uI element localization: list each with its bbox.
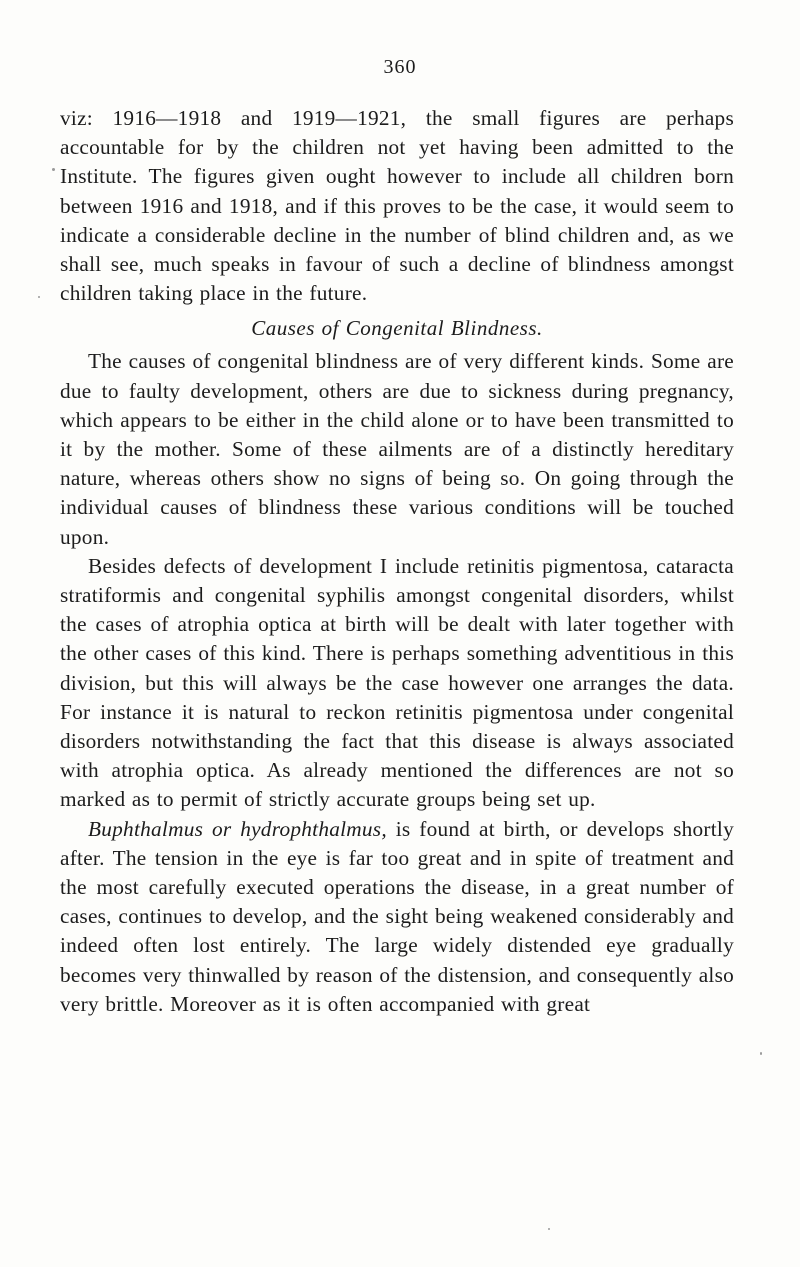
print-speck <box>760 1052 762 1055</box>
paragraph-buphthalmus-text: is found at birth, or develops shortly after. The tension in the eye is far too great and in spite of treatment and the most carefully executed operations the disease, in a great number of cases, continues to develop, and the sight being weakened considerably and indeed often lost entirely. The large widely distended eye gradually becomes very thinwalled by reason of the distension, and consequently also very brittle. Moreover as it is often accompanied with great <box>60 816 734 1016</box>
paragraph-causes: The causes of congenital blindness are of very different kinds. Some are due to faulty development, others are due to sickness during pregnancy, which appears to be either in the child alone or to have been transmitted to it by the mother. Some of these ailments are of a distinctly hereditary nature, whereas others show no signs of being so. On going through the individual causes of blindness these various conditions will be touched upon. <box>60 349 734 549</box>
print-speck <box>38 296 40 298</box>
page-number: 360 <box>383 56 417 78</box>
paragraph-development-defects: Besides defects of development I include retinitis pigmentosa, cataracta stratiformis and congenital syphilis amongst congenital disorders, whilst the cases of atrophia optica at birth will be dealt with later together with the other cases of this kind. There is perhaps something adventitious in this division, but this will always be the case however one arranges the data. For instance it is natural to reckon retinitis pigmentosa under congenital disorders notwithstanding the fact that this disease is always associated with atrophia optica. As already mentioned the differences are not so marked as to permit of strictly accurate groups being set up. <box>60 553 734 812</box>
term-buphthalmus: Buphthalmus or hydrophthalmus, <box>88 816 387 841</box>
print-speck <box>52 168 55 171</box>
print-speck <box>548 1228 550 1230</box>
body-text <box>60 104 734 1019</box>
paragraph-buphthalmus <box>60 815 734 1019</box>
section-heading: Causes of Congenital Blindness. <box>251 316 543 341</box>
paragraph-intro: viz: 1916—1918 and 1919—1921, the small figures are perhaps accountable for by the children not yet having been admitted to the Institute. The figures given ought however to include all children born between 1916 and 1918, and if this proves to be the case, it would seem to indicate a considerable decline in the number of blind children and, as we shall see, much speaks in favour of such a decline of blindness amongst children taking place in the future. <box>60 106 734 306</box>
